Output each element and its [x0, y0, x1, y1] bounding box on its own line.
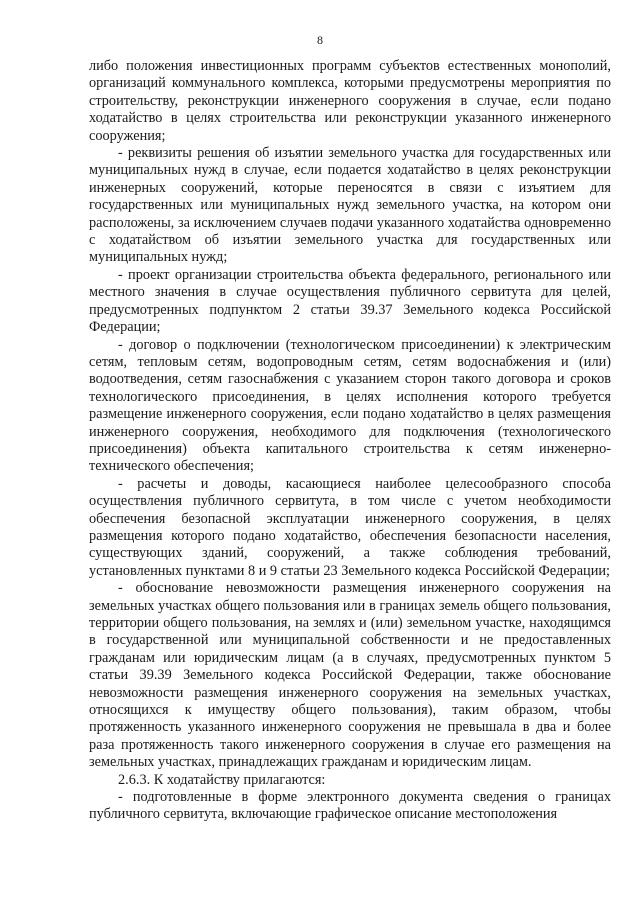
paragraph: - проект организации строительства объекта федерального, регионального или местного значения в случае осуществления публичного сервитута для целей, предусмотренных подпунктом 2 статьи 39.37 Земельного кодекса Российской Федерации;: [89, 266, 611, 336]
paragraph: либо положения инвестиционных программ субъектов естественных монополий, организаций коммунального комплекса, которыми предусмотрены мероприятия по строительству, реконструкции инженерного сооружения в случае, если подано ходатайство в целях строительства или реконструкции указанного инженерного сооружения;: [89, 58, 611, 144]
paragraph: - подготовленные в форме электронного документа сведения о границах публичного сервитута, включающие графическое описание местоположения: [89, 789, 611, 823]
section-heading: 2.6.3. К ходатайству прилагаются:: [118, 771, 326, 788]
page-number: 8: [317, 33, 323, 47]
paragraph: - договор о подключении (технологическом присоединении) к электрическим сетям, тепловым сетям, водопроводным сетям, сетям водоснабжения и (или) водоотведения, сетям газоснабжения с указанием сторон такого договора и сроков технологического присоединения, в целях исполнения которого требуется размещение инженерного сооружения, если подано ходатайство в целях размещения инженерного сооружения, необходимого для подключения (технологического присоединения) объекта капитального строительства к сетям инженерно-технического обеспечения;: [89, 336, 611, 475]
paragraph: - реквизиты решения об изъятии земельного участка для государственных или муниципальных нужд в случае, если подается ходатайство в целях реконструкции инженерных сооружений, которые переносятся в связи с изъятием для государственных или муниципальных нужд земельного участка, на котором они расположены, за исключением случаев подачи указанного ходатайства одновременно с ходатайством об изъятии земельного участка для государственных или муниципальных нужд;: [89, 145, 611, 266]
paragraph: - обоснование невозможности размещения инженерного сооружения на земельных участках общего пользования или в границах земель общего пользования, территории общего пользования, на землях и (или) земельном участке, находящимся в государственной или муниципальной собственности и не предоставленных гражданам или юридическим лицам (а в случаях, предусмотренных пунктом 5 статьи 39.39 Земельного кодекса Российской Федерации, также обоснование невозможности размещения инженерного сооружения на земельных участках, относящихся к имуществу общего пользования), таким образом, чтобы протяженность указанного инженерного сооружения не превышала в два и более раза протяженность такого инженерного сооружения в случае его размещения на земельных участках, принадлежащих гражданам и юридическим лицам.: [89, 580, 611, 771]
paragraph: - расчеты и доводы, касающиеся наиболее целесообразного способа осуществления публичного сервитута, в том числе с учетом необходимости обеспечения безопасной эксплуатации инженерного сооружения, в целях размещения которого подано ходатайство, обеспечения безопасности населения, существующих зданий, сооружений, а также соблюдения требований, установленных пунктами 8 и 9 статьи 23 Земельного кодекса Российской Федерации;: [89, 475, 611, 579]
document-body: [89, 58, 611, 824]
